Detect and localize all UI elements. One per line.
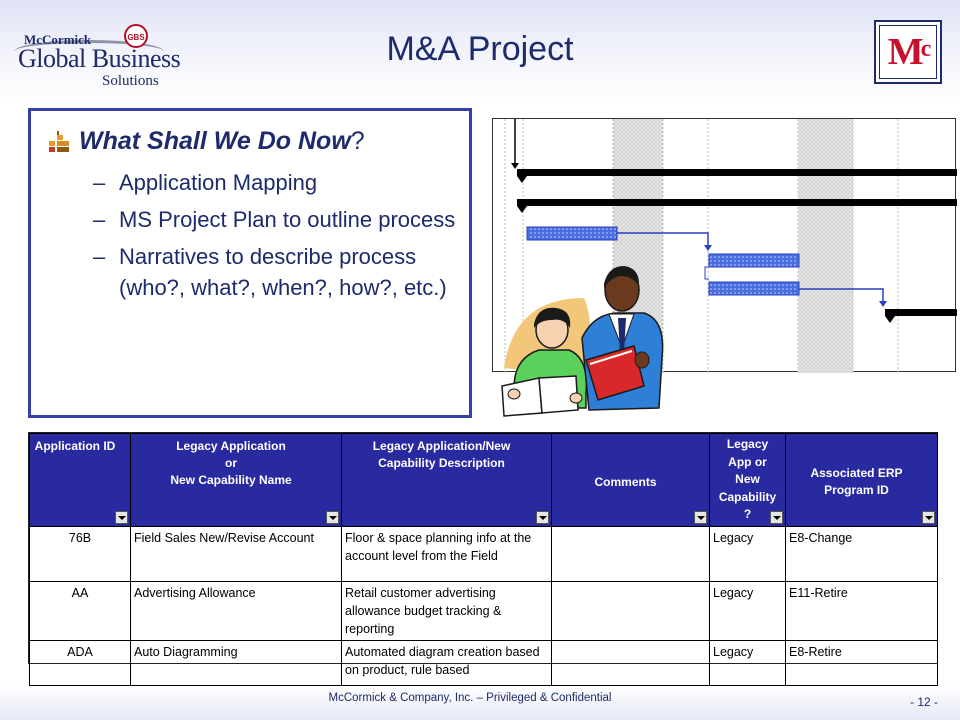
application-mapping-table bbox=[28, 432, 938, 677]
mccormick-corner-logo bbox=[874, 20, 942, 84]
cell-name[interactable]: Field Sales New/Revise Account bbox=[131, 527, 342, 582]
content-box bbox=[28, 108, 472, 418]
column-header-erp-program-id: Associated ERP Program ID bbox=[786, 434, 938, 527]
dropdown-arrow-icon[interactable] bbox=[694, 511, 707, 524]
column-header-application-id: Application ID bbox=[30, 434, 131, 527]
column-header-name: Legacy Application or New Capability Name bbox=[131, 434, 342, 527]
cell-erp-program-id[interactable]: E8-Change bbox=[786, 527, 938, 582]
content-heading: What Shall We Do Now? bbox=[79, 127, 365, 155]
dropdown-arrow-icon[interactable] bbox=[536, 511, 549, 524]
table-row bbox=[30, 641, 938, 686]
list-item: – Narratives to describe process (who?, what?, when?, how?, etc.) bbox=[93, 244, 447, 300]
cell-description[interactable]: Retail customer advertising allowance budget tracking & reporting bbox=[342, 582, 552, 641]
cell-legacy-or-new[interactable]: Legacy bbox=[710, 641, 786, 686]
cell-application-id[interactable]: 76B bbox=[30, 527, 131, 582]
cell-application-id[interactable]: ADA bbox=[30, 641, 131, 686]
cell-erp-program-id[interactable]: E8-Retire bbox=[786, 641, 938, 686]
footer-confidential-text: McCormick & Company, Inc. – Privileged & Confidential bbox=[328, 692, 612, 704]
column-header-description: Legacy Application/New Capability Description bbox=[342, 434, 552, 527]
dropdown-arrow-icon[interactable] bbox=[326, 511, 339, 524]
page-number: - 12 - bbox=[910, 695, 939, 709]
cell-description[interactable]: Automated diagram creation based on product, rule based bbox=[342, 641, 552, 686]
mc-logo-text: $M^c$ bbox=[887, 31, 929, 73]
column-header-legacy-or-new: Legacy App or New Capability ? bbox=[710, 434, 786, 527]
cell-comments[interactable] bbox=[552, 582, 710, 641]
page-title: M&A Project bbox=[386, 30, 574, 68]
cell-legacy-or-new[interactable]: Legacy bbox=[710, 527, 786, 582]
cell-comments[interactable] bbox=[552, 527, 710, 582]
logo-mccormick-text: McCormick bbox=[24, 32, 92, 47]
column-header-comments: Comments bbox=[552, 434, 710, 527]
list-item: – MS Project Plan to outline process bbox=[93, 207, 456, 232]
list-item: – Application Mapping bbox=[93, 170, 318, 195]
table-row bbox=[30, 582, 938, 641]
dropdown-arrow-icon[interactable] bbox=[115, 511, 128, 524]
cell-application-id[interactable]: AA bbox=[30, 582, 131, 641]
cell-comments[interactable] bbox=[552, 641, 710, 686]
cell-legacy-or-new[interactable]: Legacy bbox=[710, 582, 786, 641]
dropdown-arrow-icon[interactable] bbox=[770, 511, 783, 524]
logo-global-business-text: Global Business bbox=[18, 44, 181, 73]
cell-erp-program-id[interactable]: E11-Retire bbox=[786, 582, 938, 641]
cell-description[interactable]: Floor & space planning info at the account level from the Field bbox=[342, 527, 552, 582]
table-row bbox=[30, 527, 938, 582]
table-header-row bbox=[30, 434, 938, 527]
content-list bbox=[93, 167, 463, 309]
bullet-stack-icon bbox=[47, 131, 71, 153]
dropdown-arrow-icon[interactable] bbox=[922, 511, 935, 524]
gbs-badge-icon: GBS bbox=[124, 24, 148, 48]
logo-solutions-text: Solutions bbox=[102, 73, 159, 89]
business-people-clipart bbox=[494, 258, 704, 418]
cell-name[interactable]: Advertising Allowance bbox=[131, 582, 342, 641]
cell-name[interactable]: Auto Diagramming bbox=[131, 641, 342, 686]
